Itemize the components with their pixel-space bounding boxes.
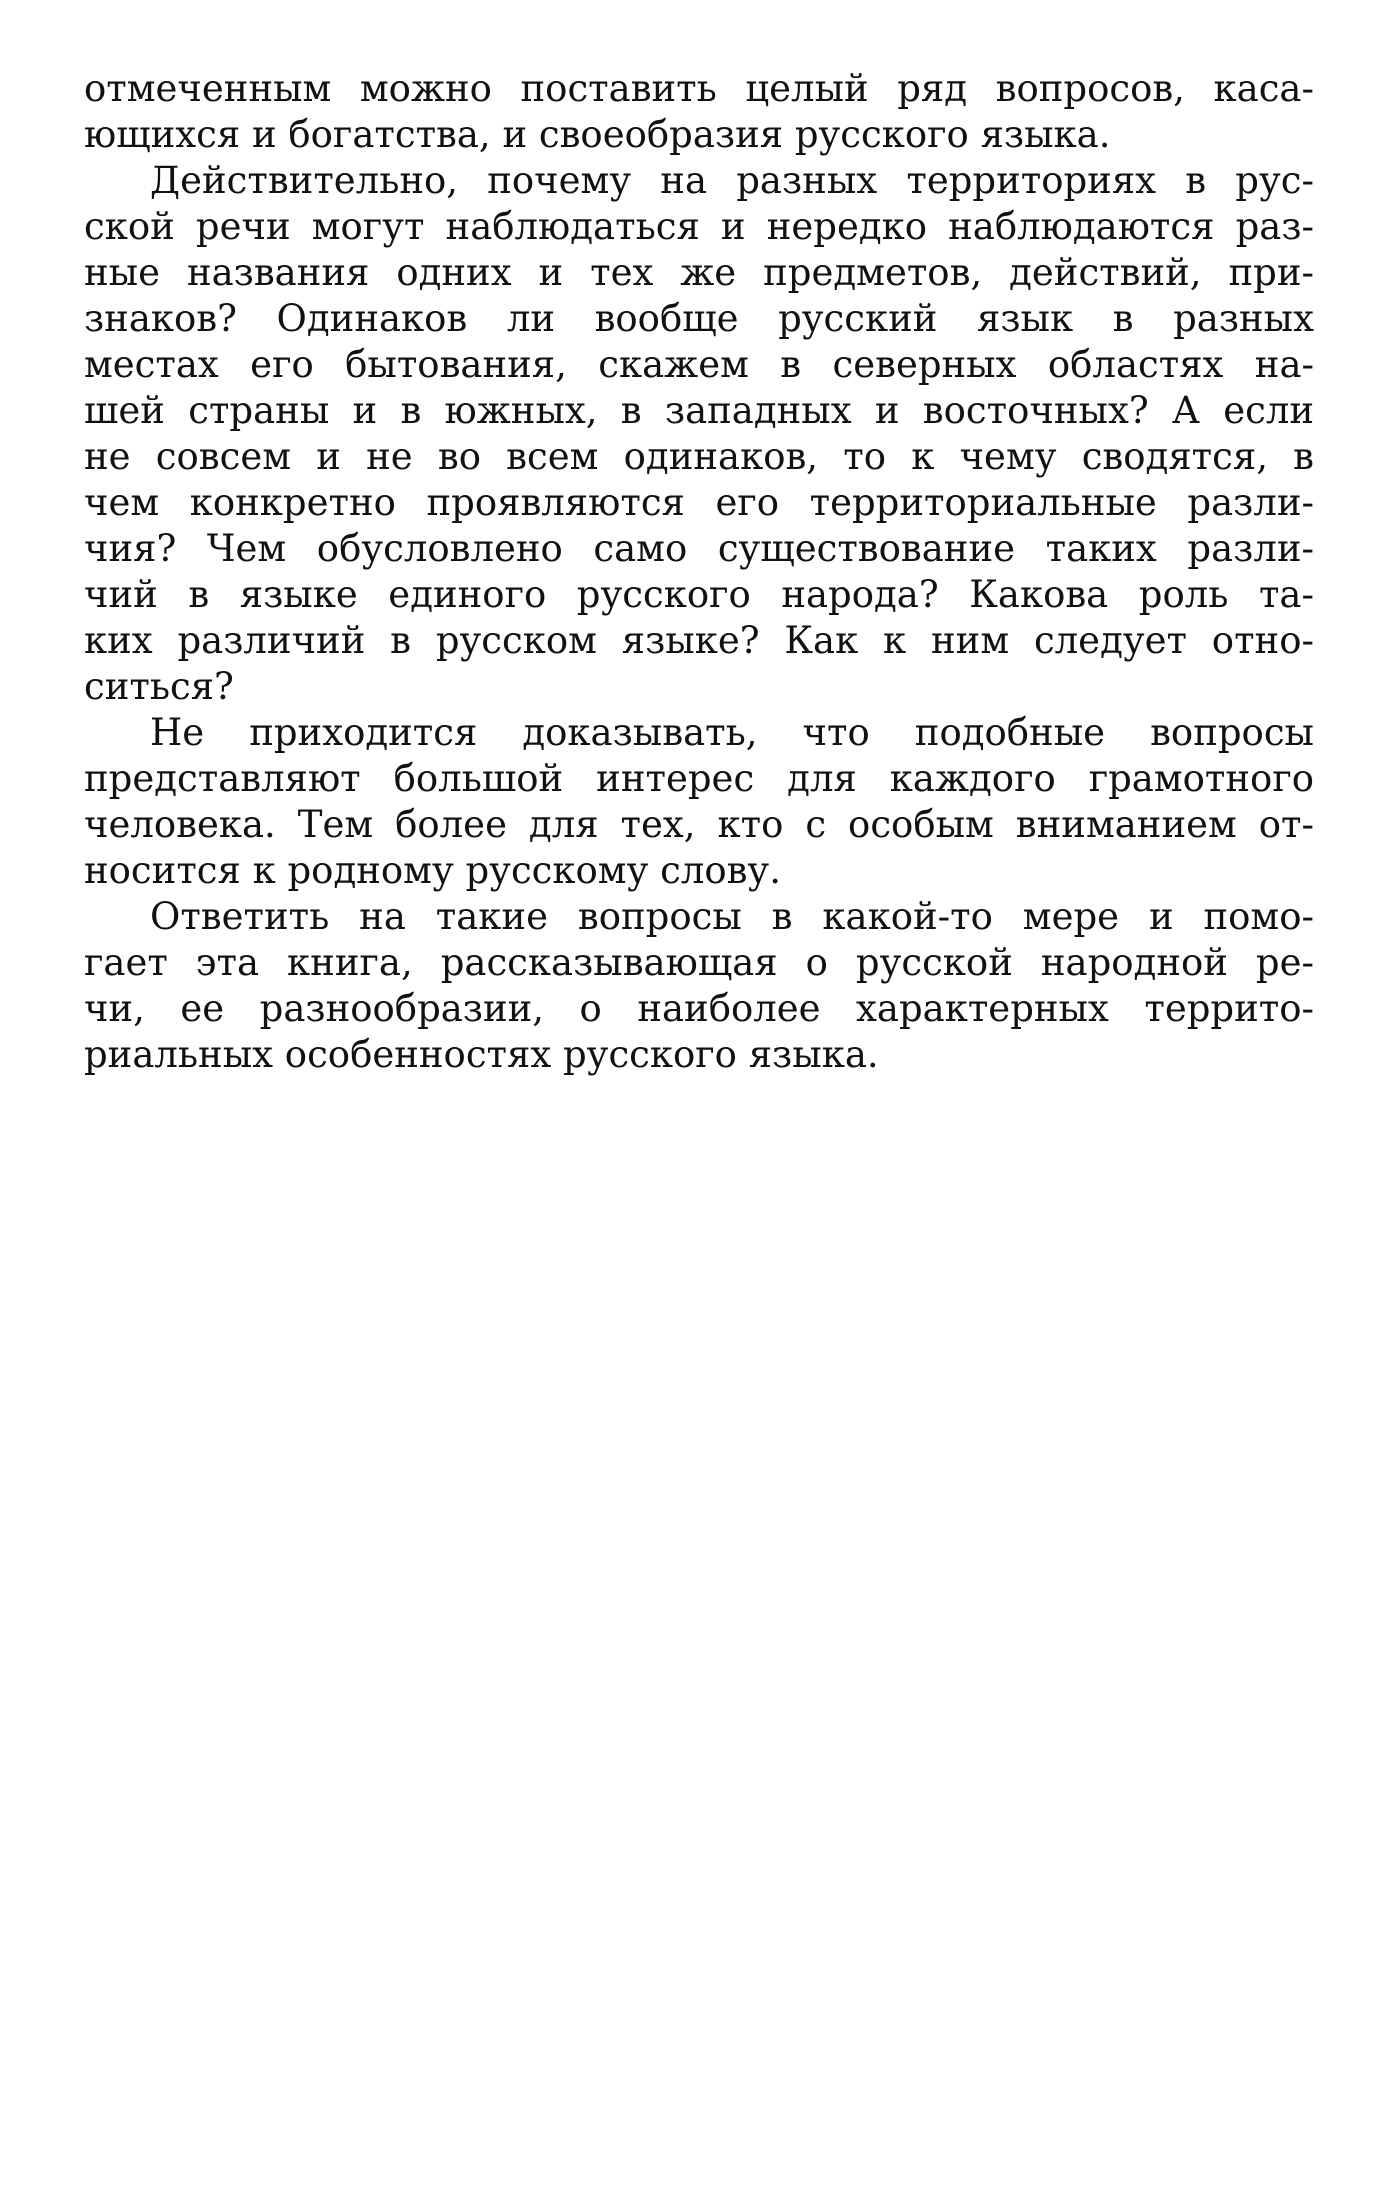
text-line: не совсем и не во всем одинаков, то к чему сводятся, в (84, 435, 1314, 478)
text-line: чи, ее разнообразии, о наиболее характерных террито- (84, 987, 1314, 1030)
text-line: шей страны и в южных, в западных и восточных? А если (84, 389, 1314, 432)
text-line: человека. Тем более для тех, кто с особым вниманием от- (84, 803, 1314, 846)
text-line: Ответить на такие вопросы в какой-то мере и помо- (150, 895, 1314, 938)
text-line: ные названия одних и тех же предметов, действий, при- (84, 251, 1314, 294)
paragraph-4 (84, 894, 1314, 1078)
text-line: ситься? (84, 665, 234, 708)
paragraph-2 (84, 158, 1314, 710)
text-line: гает эта книга, рассказывающая о русской народной ре- (84, 941, 1314, 984)
text-line: местах его бытования, скажем в северных областях на- (84, 343, 1314, 386)
text-line: носится к родному русскому слову. (84, 849, 781, 892)
text-line: отмеченным можно поставить целый ряд вопросов, каса- (84, 67, 1314, 110)
text-line: ской речи могут наблюдаться и нередко наблюдаются раз- (84, 205, 1314, 248)
text-line: Не приходится доказывать, что подобные вопросы (150, 711, 1314, 754)
text-line: представляют большой интерес для каждого грамотного (84, 757, 1314, 800)
text-line: ющихся и богатства, и своеобразия русского языка. (84, 113, 1111, 156)
text-line: знаков? Одинаков ли вообще русский язык в разных (84, 297, 1314, 340)
paragraph-1 (84, 66, 1314, 158)
text-line: чем конкретно проявляются его территориальные разли- (84, 481, 1314, 524)
text-line: чий в языке единого русского народа? Какова роль та- (84, 573, 1314, 616)
text-line: ких различий в русском языке? Как к ним следует отно- (84, 619, 1314, 662)
text-line: чия? Чем обусловлено само существование таких разли- (84, 527, 1314, 570)
text-line: Действительно, почему на разных территориях в рус- (150, 159, 1314, 202)
body-text (84, 66, 1314, 1078)
text-line: риальных особенностях русского языка. (84, 1033, 879, 1076)
paragraph-3 (84, 710, 1314, 894)
